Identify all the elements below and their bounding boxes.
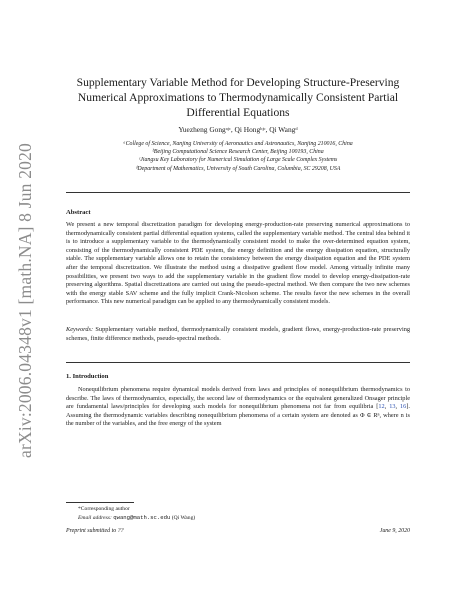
citation-link-16[interactable]: 16 — [400, 403, 407, 411]
abstract-heading: Abstract — [66, 209, 91, 216]
preprint-date: June 9, 2020 — [379, 528, 410, 534]
author-list: Yuezheng Gongᵃʲᶜ, Qi Hongᵇʲᶜ, Qi Wangᵈ — [178, 125, 298, 134]
abstract-top-rule — [66, 192, 410, 193]
affiliation-d: ᵈDepartment of Mathematics, University of South Carolina, Columbia, SC 29208, USA — [135, 165, 341, 172]
preprint-note: Preprint submitted to ?? — [66, 528, 124, 534]
intro-text-part-b: ]. Assuming the thermodynamic variables describing nonequilibrium phenomena of a certain system are denoted as Φ ∈ Rⁿ, where n is the number of the variables, and the free energy of the system — [66, 403, 410, 428]
affiliation-b: ᵇBeijing Computational Science Research Center, Beijing 100193, China — [152, 149, 324, 156]
abstract-body: We present a new temporal discretization paradigm for developing energy-production-rate preserving numerical approximations to thermodynamically consistent partial differential equation systems, called the supplementary variable method. The central idea behind it is to introduce a supplementary variable to the thermodynamically consistent model to make the over-determined equation system, consisting of the thermodynamically consistent PDE system, the energy definition and the energy dissipation equation, structurally stable. The supplementary variable allows one to retain the consistency between the energy dissipation equation and the PDE system after the temporal discretization. We illustrate the method using a dissipative gradient flow model. Among virtually infinite many possibilities, we present two ways to add the supplementary variable in the gradient flow model to develop energy-dissipation-rate preserving algorithms. Spatial discretizations are carried out using the pseudo-spectral method. We then compare the two new schemes with the energy stable SAV scheme and the fully implicit Crank-Nicolson scheme. The results favor the new schemes in the overall performance. This new numerical paradigm can be applied to any thermodynamically consistent models. — [66, 221, 410, 306]
section-introduction-body: Nonequilibrium phenomena require dynamical models derived from laws and principles of nonequilibrium thermodynamics to describe. The laws of thermodynamics, especially, the second law of thermodynamics or the equivalent generalized Onsager principle are fundamental laws/principles for developing such models for nonequilibrium phenomena not far from equilibria [12, 13, 16]. Assuming the thermodynamic variables describing nonequilibrium phenomena of a certain system are denoted as Φ ∈ Rⁿ, where n is the number of the variables, and the free energy of the system — [66, 386, 410, 428]
footnote-rule — [66, 502, 134, 503]
footnotes — [78, 506, 195, 522]
arxiv-identifier-text: arXiv:2006.04348v1 [math.NA] 8 Jun 2020 — [14, 142, 35, 458]
arxiv-identifier-stamp — [14, 142, 36, 458]
paper-title: Supplementary Variable Method for Developing Structure-Preserving Numerical Approximations to Thermodynamically Consistent Partial Differential Equations — [76, 76, 400, 119]
email-address[interactable]: qwang@math.sc.edu — [113, 513, 171, 521]
keywords-text: Supplementary variable method, thermodynamically consistent models, gradient flows, energy-production-rate preserving schemes, finite difference methods, pseudo-spectral methods. — [66, 326, 410, 342]
email-owner: (Qi Wang) — [171, 514, 196, 521]
citation-link-12[interactable]: 12 — [378, 403, 385, 411]
citation-link-13[interactable]: 13 — [389, 403, 396, 411]
affiliation-a: ᵃCollege of Science, Nanjing University of Aeronautics and Astronautics, Nanjing 210016, China — [123, 141, 353, 147]
keywords-block — [66, 326, 410, 343]
email-line — [78, 514, 195, 523]
affiliation-list — [66, 140, 410, 173]
affiliation-c: ᶜJiangsu Key Laboratory for Numerical Simulation of Large Scale Complex Systems — [138, 157, 338, 164]
intro-text-part-a: Nonequilibrium phenomena require dynamical models derived from laws and principles of nonequilibrium thermodynamics to describe. The laws of thermodynamics, especially, the second law of thermodynamics or the equivalent generalized Onsager principle are fundamental laws/principles for developing such models for nonequilibrium phenomena not far from equilibria [ — [66, 386, 410, 411]
paper-page — [66, 0, 410, 613]
keywords-label: Keywords: — [66, 326, 94, 333]
corresponding-author-note: *Corresponding author — [78, 506, 130, 512]
abstract-bottom-rule — [66, 362, 410, 363]
section-introduction-heading: 1. Introduction — [66, 373, 109, 380]
email-label: Email address: — [78, 514, 112, 521]
